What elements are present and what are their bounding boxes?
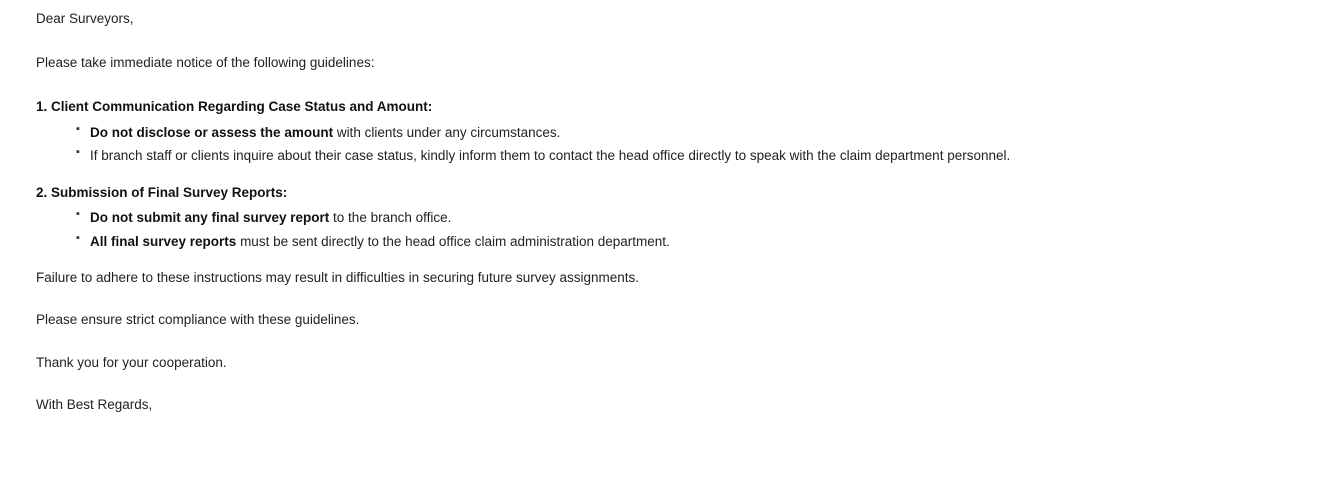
compliance-paragraph: Please ensure strict compliance with these guidelines. xyxy=(36,312,360,328)
list-item-emphasis: All final survey reports xyxy=(90,233,237,249)
section-1-heading: 1. Client Communication Regarding Case Status and Amount: xyxy=(36,99,433,115)
list-item-text: must be sent directly to the head office claim administration department. xyxy=(236,233,670,249)
list-item xyxy=(90,123,1343,143)
list-item-text: with clients under any circumstances. xyxy=(333,124,561,140)
closing-line: With Best Regards, xyxy=(36,396,153,412)
guideline-section-1 xyxy=(36,98,1343,165)
list-item xyxy=(90,208,1343,228)
list-item xyxy=(90,146,1343,166)
section-1-list xyxy=(36,123,1343,166)
warning-paragraph: Failure to adhere to these instructions may result in difficulties in securing future survey assignments. xyxy=(36,270,640,286)
section-2-heading: 2. Submission of Final Survey Reports: xyxy=(36,184,288,200)
list-item-text: to the branch office. xyxy=(329,210,452,225)
guideline-section-2 xyxy=(36,184,1343,251)
section-2-list xyxy=(36,208,1343,251)
list-item-text: If branch staff or clients inquire about their case status, kindly inform them to contact the head office directly to speak with the claim department personnel. xyxy=(90,148,1011,164)
salutation: Dear Surveyors, xyxy=(36,11,134,26)
intro-paragraph: Please take immediate notice of the following guidelines: xyxy=(36,55,375,71)
list-item-emphasis: Do not submit any final survey report xyxy=(90,210,330,225)
list-item xyxy=(90,232,1343,252)
thanks-paragraph: Thank you for your cooperation. xyxy=(36,354,227,370)
list-item-emphasis: Do not disclose or assess the amount xyxy=(90,124,334,140)
